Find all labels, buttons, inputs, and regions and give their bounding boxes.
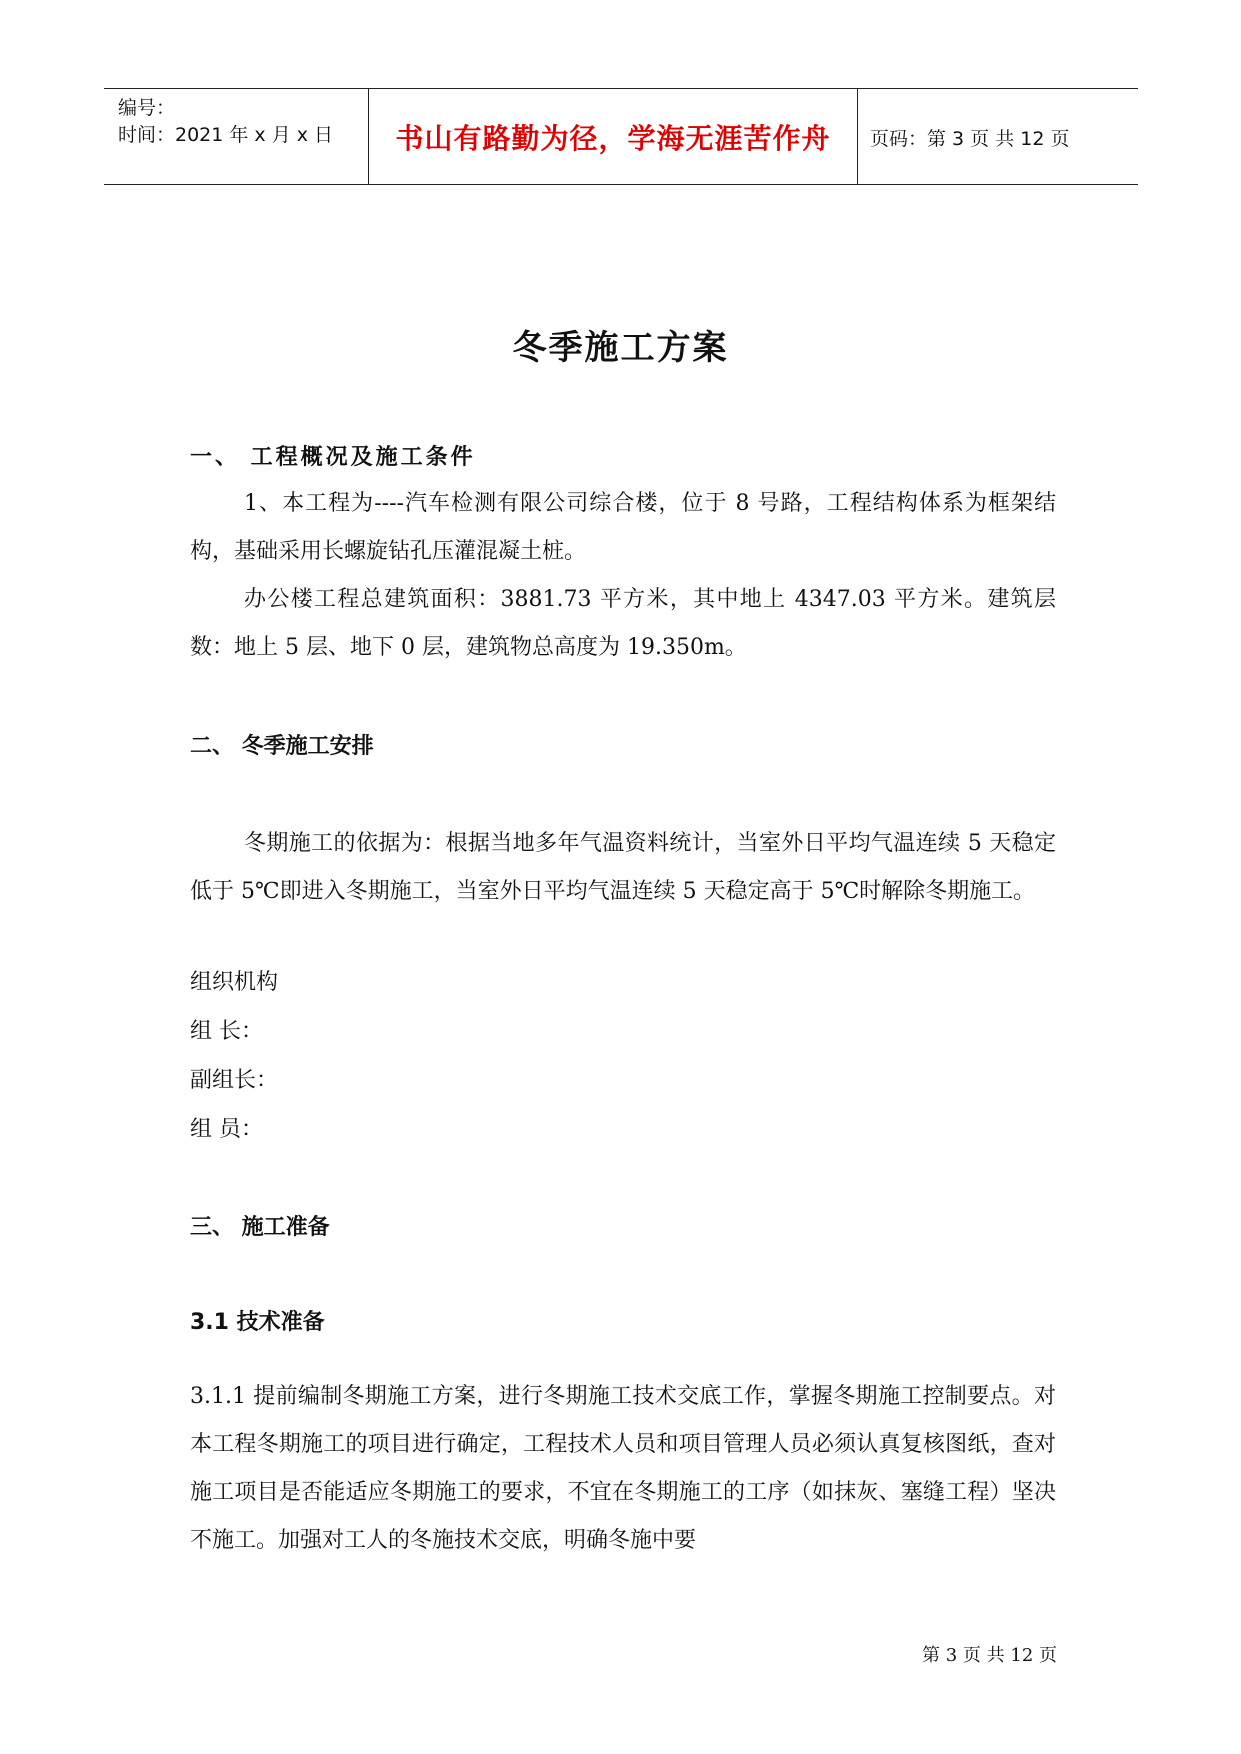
section-1-heading: 一、 工程概况及施工条件 (190, 445, 476, 470)
header-right-cell (858, 89, 1138, 184)
document-title: 冬季施工方案 (512, 328, 729, 368)
subsection-3-1-heading: 3.1 技术准备 (190, 1310, 325, 1335)
page-footer-number: 第 3 页 共 12 页 (922, 1645, 1057, 1666)
section-1-paragraph-2: 办公楼工程总建筑面积：3881.73 平方米，其中地上 4347.03 平方米。建筑层数：地上 5 层、地下 0 层，建筑物总高度为 19.350m。 (190, 587, 1056, 660)
org-members-line: 组 员： (190, 1117, 263, 1142)
section-1-paragraph-1: 1、本工程为----汽车检测有限公司综合楼，位于 8 号路，工程结构体系为框架结构，基础采用长螺旋钻孔压灌混凝土桩。 (190, 491, 1056, 564)
section-3-heading: 三、 施工准备 (190, 1215, 330, 1240)
document-time-label: 时间：2021 年 x 月 x 日 (118, 124, 334, 146)
header-motto: 书山有路勤为径，学海无涯苦作舟 (395, 122, 831, 155)
section-2-heading: 二、 冬季施工安排 (190, 734, 374, 759)
org-structure-title: 组织机构 (190, 970, 279, 995)
org-vice-leader-line: 副组长： (190, 1068, 279, 1093)
header-page-label: 页码：第 3 页 共 12 页 (870, 128, 1070, 150)
section-3-paragraph-1: 3.1.1 提前编制冬期施工方案，进行冬期施工技术交底工作，掌握冬期施工控制要点。对本工程冬期施工的项目进行确定，工程技术人员和项目管理人员必须认真复核图纸，查对施工项目是否能适应冬期施工的要求，不宜在冬期施工的工序（如抹灰、塞缝工程）坚决不施工。加强对工人的冬施技术交底，明确冬施中要 (190, 1384, 1056, 1553)
document-number-label: 编号： (118, 97, 176, 119)
section-2-paragraph-1: 冬期施工的依据为：根据当地多年气温资料统计，当室外日平均气温连续 5 天稳定低于 5℃即进入冬期施工，当室外日平均气温连续 5 天稳定高于 5℃时解除冬期施工。 (190, 831, 1056, 904)
header-left-cell (104, 89, 369, 184)
org-leader-line: 组 长： (190, 1019, 263, 1044)
page-header-table (104, 88, 1138, 185)
header-center-cell (369, 89, 858, 184)
